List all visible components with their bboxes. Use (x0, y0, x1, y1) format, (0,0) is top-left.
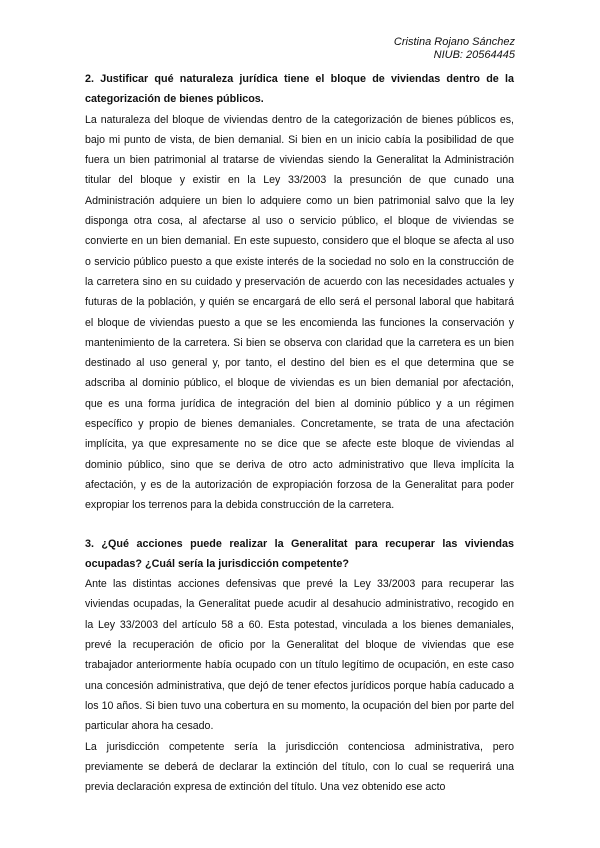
document-body (85, 69, 514, 797)
section-2-heading: 2. Justificar qué naturaleza jurídica tiene el bloque de viviendas dentro de la categorización de bienes públicos. (85, 73, 514, 106)
section-spacer (85, 516, 514, 534)
section-3-paragraph-1: Ante las distintas acciones defensivas que prevé la Ley 33/2003 para recuperar las viviendas ocupadas, la Generalitat puede acudir al desahucio administrativo, recogido en la Ley 33/2003 del artículo 58 a 60. Esta potestad, vinculada a los bienes demaniales, prevé la recuperación de oficio por la Generalitat del bloque de viviendas que ese trabajador anteriormente había ocupado con un título legítimo de ocupación, en este caso una concesión administrativa, que dejó de tener efectos jurídicos porque había caducado a los 10 años. Si bien tuvo una cobertura en su momento, la ocupación del bien por parte del particular ahora ha cesado. (85, 578, 514, 733)
section-3-paragraph-2: La jurisdicción competente sería la jurisdicción contenciosa administrativa, pero previamente se deberá de declarar la extinción del título, con lo cual se requerirá una previa declaración expresa de extinción del título. Una vez obtenido ese acto (85, 740, 514, 794)
student-id: NIUB: 20564445 (433, 49, 515, 61)
section-2-paragraph: La naturaleza del bloque de viviendas dentro de la categorización de bienes públicos es, bajo mi punto de vista, de bien demanial. Si bien en un inicio cabía la posibilidad de que fuera un bien patrimonial al tratarse de viviendas siendo la Generalitat la Administración titular del bloque y existir en la Ley 33/2003 la presunción de que cunado una Administración adquiere un bien lo adquiere como un bien patrimonial salvo que la ley disponga otra cosa, al afectarse al uso o servicio público, el bloque de viviendas se convierte en un bien demanial. En este supuesto, considero que el bloque se afecta al uso o servicio público puesto a que existe interés de la sociedad no solo en la construcción de la carretera sino en su cuidado y preservación de acuerdo con las necesidades actuales y futuras de la población, y quién se encargará de ello será el personal laboral que habitará el bloque de viviendas puesto a que se les encomienda las funciones la conservación y mantenimiento de la carretera. Si bien se observa con claridad que la carretera es un bien destinado al uso general y, por tanto, el destino del bien es el que determina que se adscriba al dominio público, el bloque de viviendas es un bien demanial por afectación, que es una forma jurídica de integración del bien al dominio público y a un régimen específico y propio de bienes demaniales. Concretamente, se trata de una afectación implícita, ya que expresamente no se dice que se afecte este bloque de viviendas al dominio público, sino que se deriva de otro acto administrativo que lleva implícita la afectación, y es de la autorización de expropiación forzosa de la Generalitat para poder expropiar los terrenos para la debida construcción de la carretera. (85, 113, 514, 512)
section-3-heading: 3. ¿Qué acciones puede realizar la Generalitat para recuperar las viviendas ocupadas? ¿Cuál sería la jurisdicción competente? (85, 537, 514, 570)
page-header (394, 36, 515, 62)
author-name: Cristina Rojano Sánchez (393, 36, 515, 48)
